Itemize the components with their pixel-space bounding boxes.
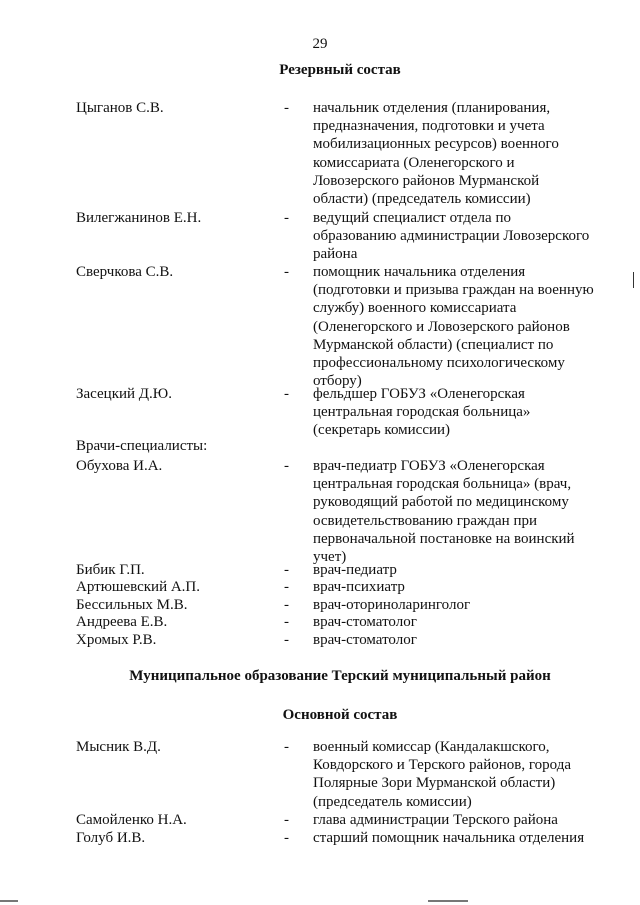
- member-role: врач-стоматолог: [313, 614, 417, 630]
- member-role: старший помощник начальника отделения: [313, 830, 585, 846]
- dash-separator: -: [284, 812, 289, 828]
- dash-separator: -: [284, 739, 289, 755]
- section-title-reserve: Резервный состав: [279, 62, 401, 78]
- section-title-municipality: Муниципальное образование Терский муниципальный район: [129, 668, 551, 684]
- member-role: фельдшер ГОБУЗ «Оленегорская центральная городская больница» (секретарь комиссии): [313, 386, 531, 439]
- scan-smudge: [0, 900, 18, 902]
- member-role: военный комиссар (Кандалакшского, Ковдорского и Терского районов, города Полярные Зори Мурманской области) (председатель комиссии): [313, 739, 571, 810]
- dash-separator: -: [284, 100, 289, 116]
- dash-separator: -: [284, 614, 289, 630]
- member-name: Хромых Р.В.: [76, 632, 157, 648]
- member-name: Сверчкова С.В.: [76, 264, 174, 280]
- member-role: врач-психиатр: [313, 579, 405, 595]
- member-role: ведущий специалист отдела по образованию администрации Ловозерского района: [313, 210, 590, 263]
- dash-separator: -: [284, 386, 289, 402]
- member-name: Цыганов С.В.: [76, 100, 164, 116]
- scan-edge-mark: [633, 272, 634, 288]
- member-role: начальник отделения (планирования, предназначения, подготовки и учета мобилизационных ресурсов) военного комиссариата (Оленегорского и Ловозерского районов Мурманской области) (председатель комиссии): [313, 100, 559, 208]
- dash-separator: -: [284, 264, 289, 280]
- dash-separator: -: [284, 579, 289, 595]
- member-name: Голуб И.В.: [76, 830, 146, 846]
- member-role: помощник начальника отделения (подготовки и призыва граждан на военную службу) военного комиссариата (Оленегорского и Ловозерского районов Мурманской области) (специалист по профессиональному психологическому отбору): [313, 264, 594, 390]
- dash-separator: -: [284, 562, 289, 578]
- dash-separator: -: [284, 597, 289, 613]
- member-role: глава администрации Терского района: [313, 812, 558, 828]
- member-name: Бессильных М.В.: [76, 597, 188, 613]
- member-role: врач-педиатр ГОБУЗ «Оленегорская центральная городская больница» (врач, руководящий работой по медицинскому освидетельствованию граждан при первоначальной постановке на воинский учет): [313, 458, 575, 566]
- section-title-main: Основной состав: [282, 707, 398, 723]
- member-name: Бибик Г.П.: [76, 562, 145, 578]
- dash-separator: -: [284, 830, 289, 846]
- scan-smudge: [428, 900, 468, 902]
- member-name: Вилегжанинов Е.Н.: [76, 210, 202, 226]
- page-number: 29: [312, 36, 328, 52]
- member-name: Андреева Е.В.: [76, 614, 168, 630]
- member-name: Обухова И.А.: [76, 458, 163, 474]
- member-role: врач-педиатр: [313, 562, 397, 578]
- member-role: врач-оториноларинголог: [313, 597, 471, 613]
- dash-separator: -: [284, 210, 289, 226]
- doctors-label: Врачи-специалисты:: [76, 438, 208, 454]
- dash-separator: -: [284, 458, 289, 474]
- dash-separator: -: [284, 632, 289, 648]
- member-name: Самойленко Н.А.: [76, 812, 187, 828]
- member-name: Засецкий Д.Ю.: [76, 386, 172, 402]
- member-name: Мысник В.Д.: [76, 739, 161, 755]
- member-name: Артюшевский А.П.: [76, 579, 201, 595]
- member-role: врач-стоматолог: [313, 632, 417, 648]
